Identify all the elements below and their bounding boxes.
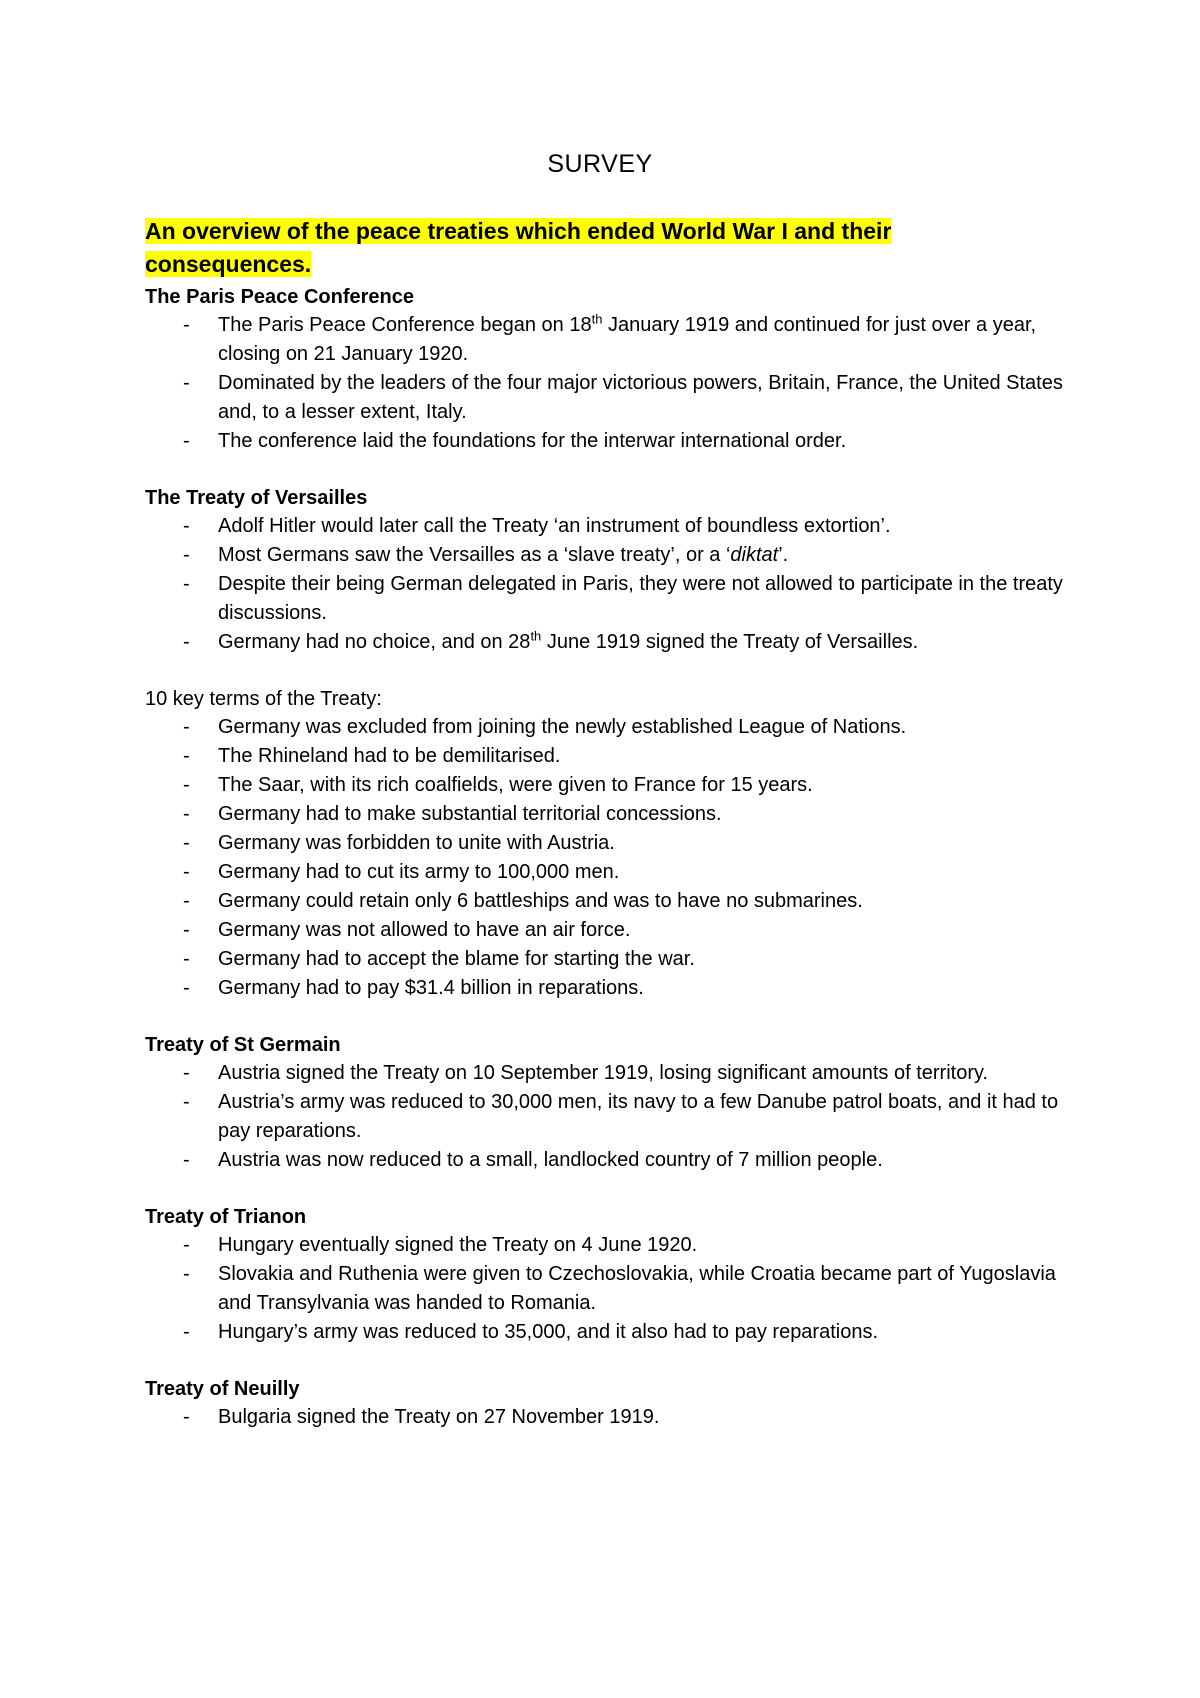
bullet-dash: - [183,948,190,970]
list-item-text: Hungary’s army was reduced to 35,000, and it also had to pay reparations. [218,1321,879,1343]
list-item-text: Germany had to make substantial territorial concessions. [218,803,722,825]
list-item [145,512,1075,541]
bullet-list [145,1059,1075,1175]
list-item [145,945,1075,974]
bullet-dash: - [183,573,190,595]
list-item-text: Adolf Hitler would later call the Treaty ‘an instrument of boundless extortion’. [218,515,891,537]
bullet-dash: - [183,1321,190,1343]
section-paris-peace-conference [145,283,1075,456]
list-item-text: Germany could retain only 6 battleships and was to have no submarines. [218,890,863,912]
list-item [145,1403,1075,1432]
bullet-dash: - [183,832,190,854]
bullet-dash: - [183,977,190,999]
list-item [145,713,1075,742]
list-item-text: Bulgaria signed the Treaty on 27 November 1919. [218,1406,660,1428]
bullet-dash: - [183,890,190,912]
superscript: th [530,628,542,644]
section-treaty-of-neuilly [145,1375,1075,1432]
list-item-text: Germany was not allowed to have an air force. [218,919,631,941]
list-item [145,800,1075,829]
key-terms-intro: 10 key terms of the Treaty: [145,688,382,710]
list-item-text: Slovakia and Ruthenia were given to Czechoslovakia, while Croatia became part of Yugoslavia and Transylvania was handed to Romania. [218,1263,1056,1314]
bullet-dash: - [183,919,190,941]
section-treaty-of-trianon [145,1203,1075,1347]
bullet-dash: - [183,716,190,738]
list-item-text: Dominated by the leaders of the four major victorious powers, Britain, France, the United States and, to a lesser extent, Italy. [218,372,1063,423]
bullet-dash: - [183,430,190,452]
bullet-list [145,512,1075,657]
section-key-terms [145,685,1075,1003]
list-item [145,1318,1075,1347]
bullet-dash: - [183,1091,190,1113]
section-heading: Treaty of Neuilly [145,1378,300,1400]
section-heading: The Paris Peace Conference [145,286,415,308]
list-item [145,311,1075,369]
list-item-text: The conference laid the foundations for the interwar international order. [218,430,847,452]
list-item-text: The Paris Peace Conference began on 18 [218,314,592,336]
list-item [145,427,1075,456]
bullet-dash: - [183,314,190,336]
overview-highlight: An overview of the peace treaties which ended World War I and their consequences. [145,218,892,277]
list-item-text: ’. [778,544,789,566]
bullet-dash: - [183,1234,190,1256]
list-item-text: Germany was excluded from joining the newly established League of Nations. [218,716,907,738]
list-item [145,858,1075,887]
bullet-dash: - [183,1062,190,1084]
list-item-text: Hungary eventually signed the Treaty on 4 June 1920. [218,1234,698,1256]
list-item-text: Despite their being German delegated in Paris, they were not allowed to participate in the treaty discussions. [218,573,1063,624]
section-heading: The Treaty of Versailles [145,487,368,509]
list-item-text: Germany had to cut its army to 100,000 men. [218,861,620,883]
bullet-dash: - [183,861,190,883]
bullet-dash: - [183,631,190,653]
list-item [145,916,1075,945]
bullet-dash: - [183,544,190,566]
section-treaty-of-st-germain [145,1031,1075,1175]
section-treaty-of-versailles [145,484,1075,657]
list-item [145,1260,1075,1318]
bullet-dash: - [183,372,190,394]
bullet-dash: - [183,515,190,537]
list-item-text: Germany had no choice, and on 28 [218,631,531,653]
document-title: SURVEY [547,150,653,178]
bullet-dash: - [183,803,190,825]
bullet-list [145,1403,1075,1432]
list-item-text: Germany had to pay $31.4 billion in reparations. [218,977,644,999]
list-item [145,974,1075,1003]
bullet-dash: - [183,774,190,796]
bullet-dash: - [183,745,190,767]
bullet-list [145,713,1075,1003]
list-item [145,1059,1075,1088]
section-heading: Treaty of Trianon [145,1206,307,1228]
list-item [145,628,1075,657]
bullet-list [145,311,1075,456]
list-item [145,1088,1075,1146]
list-item-text: January 1919 and continued for just over a year, closing on 21 January 1920. [218,314,1037,365]
list-item [145,829,1075,858]
list-item [145,570,1075,628]
list-item-text: Germany had to accept the blame for starting the war. [218,948,695,970]
bullet-dash: - [183,1406,190,1428]
overview-heading [145,215,1005,281]
list-item-text: Austria was now reduced to a small, landlocked country of 7 million people. [218,1149,883,1171]
bullet-dash: - [183,1149,190,1171]
bullet-dash: - [183,1263,190,1285]
list-item [145,887,1075,916]
list-item-text: Most Germans saw the Versailles as a ‘slave treaty’, or a ‘ [218,544,731,566]
list-item [145,771,1075,800]
list-item [145,1146,1075,1175]
list-item [145,1231,1075,1260]
list-item-text: The Rhineland had to be demilitarised. [218,745,561,767]
document-body [145,283,1075,1460]
superscript: th [591,311,603,327]
list-item-text: The Saar, with its rich coalfields, were given to France for 15 years. [218,774,813,796]
bullet-list [145,1231,1075,1347]
list-item-text: June 1919 signed the Treaty of Versailles. [541,631,919,653]
list-item-text: Germany was forbidden to unite with Austria. [218,832,615,854]
list-item-text: Austria’s army was reduced to 30,000 men, its navy to a few Danube patrol boats, and it had to pay reparations. [218,1091,1059,1142]
list-item [145,742,1075,771]
list-item [145,541,1075,570]
list-item [145,369,1075,427]
list-item-text: Austria signed the Treaty on 10 September 1919, losing significant amounts of territory. [218,1062,989,1084]
section-heading: Treaty of St Germain [145,1034,341,1056]
italic-term: diktat [730,544,779,566]
